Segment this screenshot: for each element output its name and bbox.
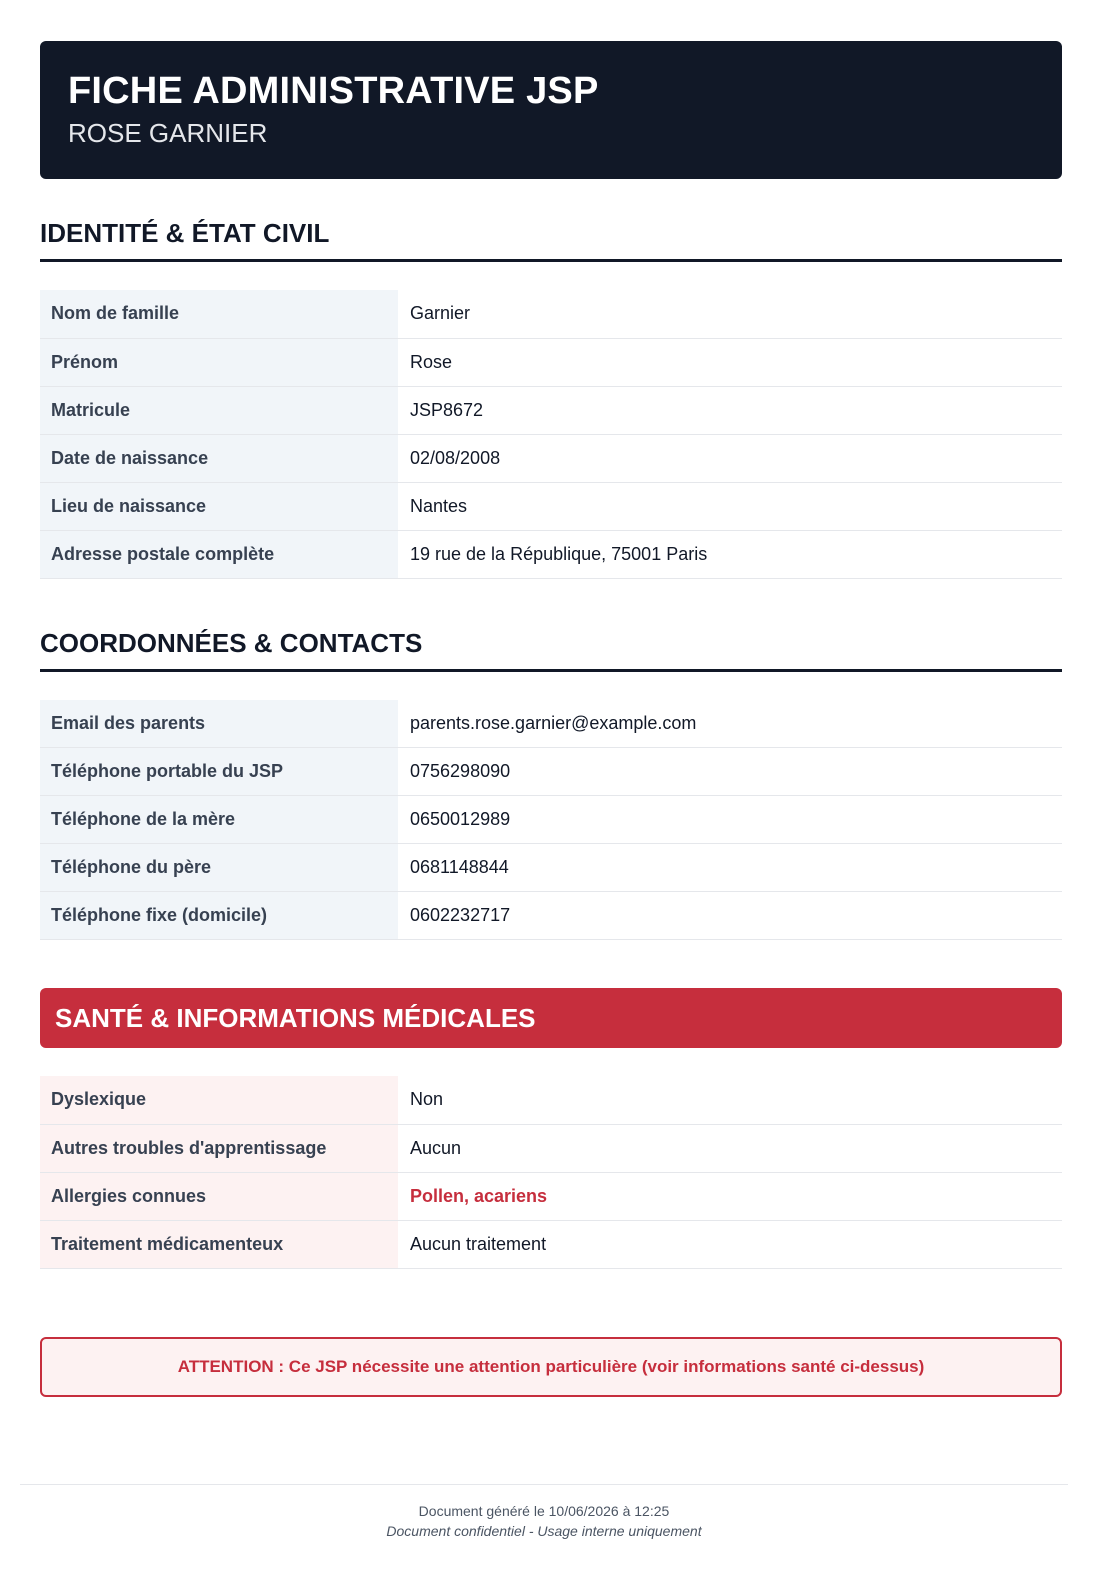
table-row: [40, 434, 1062, 482]
field-label: Nom de famille: [40, 290, 398, 338]
contacts-table: [40, 700, 1062, 941]
person-name: ROSE GARNIER: [68, 118, 268, 148]
field-value: Nantes: [398, 482, 1062, 530]
section-title-identity: IDENTITÉ & ÉTAT CIVIL: [40, 217, 1062, 262]
field-value: Rose: [398, 338, 1062, 386]
table-row: [40, 482, 1062, 530]
document-header: [40, 41, 1062, 179]
table-row: [40, 1172, 1062, 1220]
field-label: Matricule: [40, 386, 398, 434]
field-label: Adresse postale complète: [40, 530, 398, 578]
field-value: Garnier: [398, 290, 1062, 338]
field-label: Téléphone du père: [40, 844, 398, 892]
field-label: Téléphone portable du JSP: [40, 748, 398, 796]
table-row: [40, 892, 1062, 940]
table-row: [40, 290, 1062, 338]
field-value: 0756298090: [398, 748, 1062, 796]
field-label: Allergies connues: [40, 1172, 398, 1220]
table-row: [40, 1124, 1062, 1172]
field-value: Aucun traitement: [398, 1220, 1062, 1268]
table-row: [40, 1076, 1062, 1124]
field-value: 02/08/2008: [398, 434, 1062, 482]
allergy-value: Pollen, acariens: [398, 1172, 1062, 1220]
field-value: 0650012989: [398, 796, 1062, 844]
field-label: Téléphone de la mère: [40, 796, 398, 844]
field-label: Date de naissance: [40, 434, 398, 482]
field-value: parents.rose.garnier@example.com: [398, 700, 1062, 748]
table-row: [40, 338, 1062, 386]
field-value: 0681148844: [398, 844, 1062, 892]
health-table: [40, 1076, 1062, 1269]
field-value: Aucun: [398, 1124, 1062, 1172]
field-label: Prénom: [40, 338, 398, 386]
attention-banner: [40, 1337, 1062, 1397]
table-row: [40, 1220, 1062, 1268]
field-value: 19 rue de la République, 75001 Paris: [398, 530, 1062, 578]
field-value: Non: [398, 1076, 1062, 1124]
field-label: Autres troubles d'apprentissage: [40, 1124, 398, 1172]
document-title: FICHE ADMINISTRATIVE JSP: [68, 70, 599, 112]
table-row: [40, 844, 1062, 892]
field-label: Email des parents: [40, 700, 398, 748]
document-footer: [20, 1484, 1068, 1541]
generated-timestamp: Document généré le 10/06/2026 à 12:25: [418, 1503, 670, 1519]
attention-text: ATTENTION : Ce JSP nécessite une attention particulière (voir informations santé ci-dessus): [177, 1356, 925, 1376]
identity-table: [40, 290, 1062, 579]
field-value: 0602232717: [398, 892, 1062, 940]
field-label: Lieu de naissance: [40, 482, 398, 530]
field-label: Traitement médicamenteux: [40, 1220, 398, 1268]
section-title-health: SANTÉ & INFORMATIONS MÉDICALES: [40, 988, 1062, 1048]
table-row: [40, 530, 1062, 578]
section-title-contacts: COORDONNÉES & CONTACTS: [40, 627, 1062, 672]
field-label: Dyslexique: [40, 1076, 398, 1124]
table-row: [40, 700, 1062, 748]
field-value: JSP8672: [398, 386, 1062, 434]
table-row: [40, 796, 1062, 844]
confidential-notice: Document confidentiel - Usage interne uniquement: [386, 1523, 702, 1539]
field-label: Téléphone fixe (domicile): [40, 892, 398, 940]
table-row: [40, 386, 1062, 434]
table-row: [40, 748, 1062, 796]
